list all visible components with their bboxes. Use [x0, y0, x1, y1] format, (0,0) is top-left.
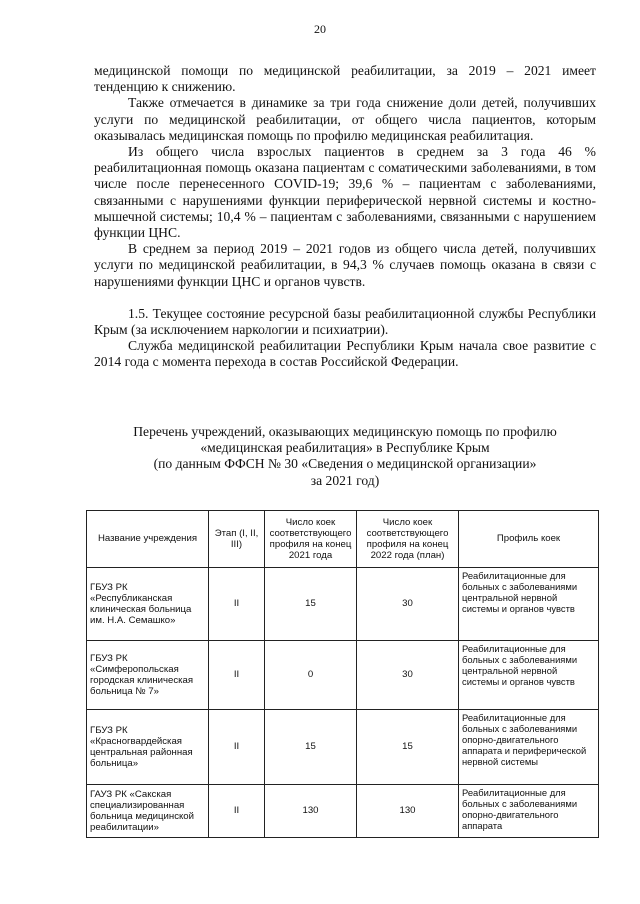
cell-stage: II [209, 568, 265, 641]
header-stage: Этап (I, II, III) [209, 511, 265, 568]
header-beds-2021: Число коек соответствующего профиля на конец 2021 года [265, 511, 357, 568]
cell-stage: II [209, 641, 265, 710]
cell-beds-2022: 30 [357, 641, 459, 710]
cell-beds-2022: 15 [357, 710, 459, 785]
table-row [87, 641, 599, 710]
cell-beds-2021: 15 [265, 710, 357, 785]
paragraph-3: Из общего числа взрослых пациентов в среднем за 3 года 46 % реабилитационная помощь оказана пациентам с соматическими заболеваниями, в том числе после перенесенного COVID-19; 39,6 % – пациентам с заболеваниями, связанными с нарушениями функции периферической нервной системы и костно-мышечной системы; 10,4 % – пациентам с заболеваниями, связанными с нарушением функции ЦНС. [94, 144, 596, 241]
cell-beds-2021: 15 [265, 568, 357, 641]
cell-profile: Реабилитационные для больных с заболеваниями центральной нервной системы и органов чувств [459, 641, 599, 710]
paragraph-2: Также отмечается в динамике за три года снижение доли детей, получивших услуги по медицинской реабилитации, от общего числа пациентов, которым оказывалась медицинская помощь по профилю медицинская реабилитация. [94, 95, 596, 143]
cell-beds-2021: 0 [265, 641, 357, 710]
caption-line-2: «медицинская реабилитация» в Республике Крым [200, 440, 490, 456]
institutions-table [86, 510, 599, 838]
header-profile: Профиль коек [459, 511, 599, 568]
table-caption [94, 424, 596, 489]
paragraph-1: медицинской помощи по медицинской реабилитации, за 2019 – 2021 имеет тенденцию к снижению. [94, 63, 596, 95]
cell-profile: Реабилитационные для больных с заболеваниями опорно-двигательного аппарата и периферической нервной системы [459, 710, 599, 785]
cell-name: ГАУЗ РК «Сакская специализированная больница медицинской реабилитации» [87, 785, 209, 838]
cell-profile: Реабилитационные для больных с заболеваниями центральной нервной системы и органов чувств [459, 568, 599, 641]
cell-name: ГБУЗ РК «Республиканская клиническая больница им. Н.А. Семашко» [87, 568, 209, 641]
header-beds-2022: Число коек соответствующего профиля на конец 2022 года (план) [357, 511, 459, 568]
cell-name: ГБУЗ РК «Симферопольская городская клиническая больница № 7» [87, 641, 209, 710]
cell-stage: II [209, 710, 265, 785]
table-row [87, 710, 599, 785]
cell-beds-2022: 30 [357, 568, 459, 641]
header-name: Название учреждения [87, 511, 209, 568]
cell-beds-2021: 130 [265, 785, 357, 838]
cell-beds-2022: 130 [357, 785, 459, 838]
section-heading-1-5: 1.5. Текущее состояние ресурсной базы реабилитационной службы Республики Крым (за исключением наркологии и психиатрии). [94, 305, 596, 338]
table-header-row [87, 511, 599, 568]
caption-line-4: за 2021 год) [310, 472, 380, 488]
cell-stage: II [209, 785, 265, 838]
caption-line-3: (по данным ФФСН № 30 «Сведения о медицинской организации» [153, 456, 537, 472]
body-text-top [94, 63, 596, 371]
cell-profile: Реабилитационные для больных с заболеваниями опорно-двигательного аппарата [459, 785, 599, 838]
caption-line-1: Перечень учреждений, оказывающих медицинскую помощь по профилю [133, 424, 557, 439]
paragraph-6: Служба медицинской реабилитации Республики Крым начала свое развитие с 2014 года с момента перехода в состав Российской Федерации. [94, 338, 596, 370]
page-number: 20 [314, 22, 326, 36]
table-row [87, 568, 599, 641]
table-row [87, 785, 599, 838]
paragraph-4: В среднем за период 2019 – 2021 годов из общего числа детей, получивших услуги по медицинской реабилитации, в 94,3 % случаев помощь оказана в связи с нарушениями функции ЦНС и органов чувств. [94, 241, 596, 289]
cell-name: ГБУЗ РК «Красногвардейская центральная районная больница» [87, 710, 209, 785]
